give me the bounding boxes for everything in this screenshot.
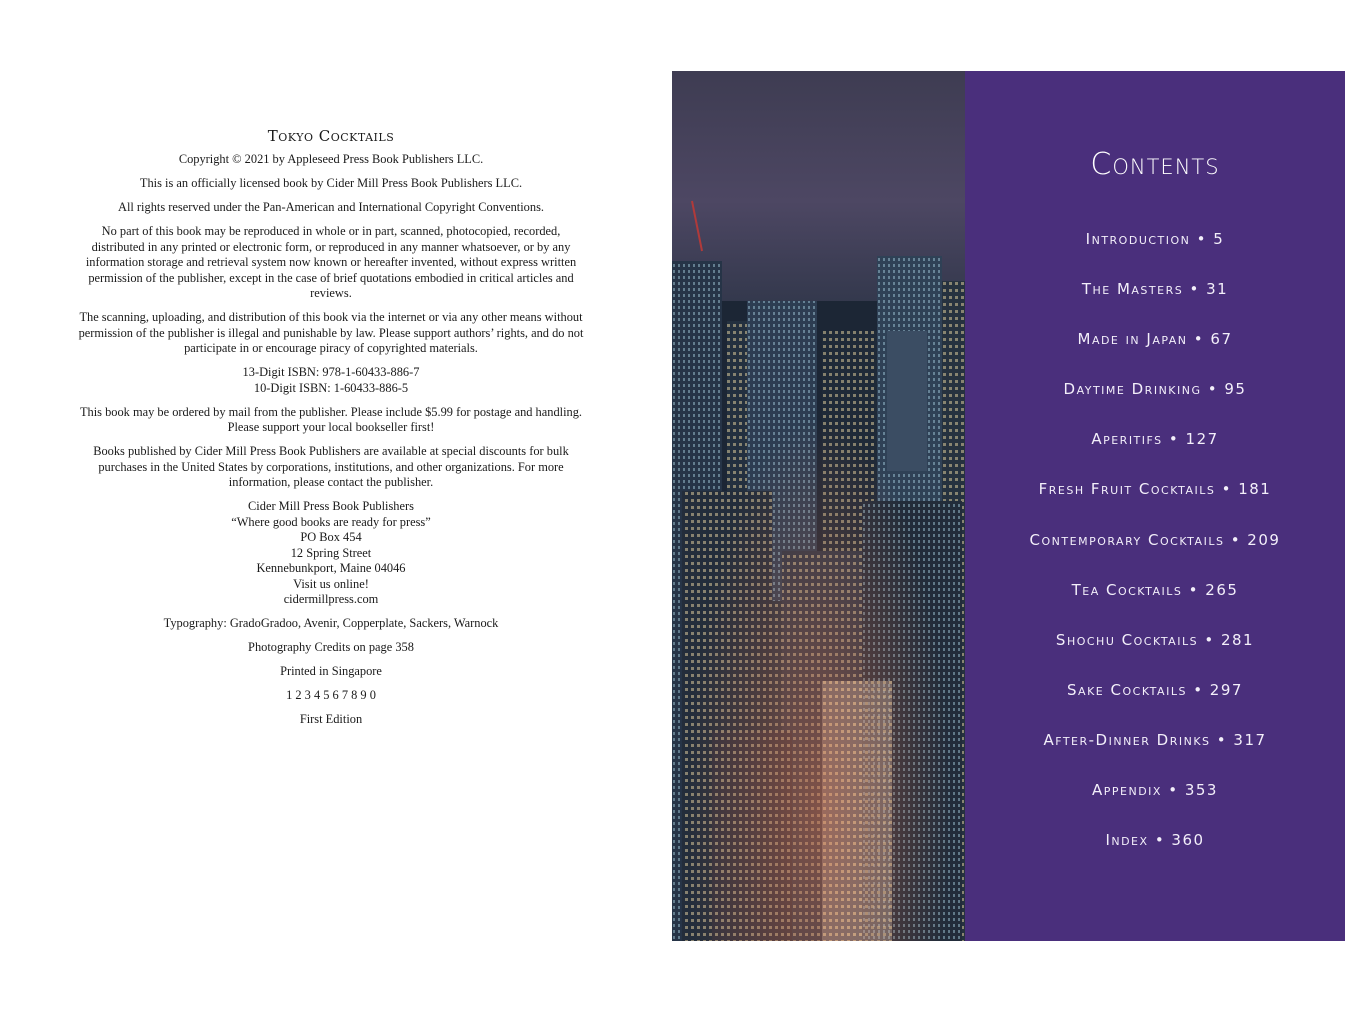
publisher-address <box>78 499 584 608</box>
street: 12 Spring Street <box>290 545 372 560</box>
contents-page <box>965 71 1345 941</box>
copyright-line: Copyright © 2021 by Appleseed Press Book Publishers LLC. <box>178 152 484 166</box>
toc-entry-after-dinner-drinks: After-Dinner Drinks • 317 <box>1043 730 1267 749</box>
toc-entry-fresh-fruit-cocktails: Fresh Fruit Cocktails • 181 <box>1038 480 1272 499</box>
contents-title: Contents <box>1090 147 1220 182</box>
isbn-13: 13-Digit ISBN: 978-1-60433-886-7 <box>242 365 420 379</box>
toc-entry-the-masters: The Masters • 31 <box>1081 280 1229 299</box>
book-title: Tokyo Cocktails <box>267 127 395 145</box>
typography-line: Typography: GradoGradoo, Avenir, Copperplate, Sackers, Warnock <box>163 616 499 630</box>
print-number-line: 1 2 3 4 5 6 7 8 9 0 <box>286 688 376 702</box>
toc-entry-aperitifs: Aperitifs • 127 <box>1091 430 1219 449</box>
toc-entry-sake-cocktails: Sake Cocktails • 297 <box>1067 680 1243 699</box>
toc-entry-shochu-cocktails: Shochu Cocktails • 281 <box>1055 630 1255 649</box>
scanning-notice: The scanning, uploading, and distribution of this book via the internet or via any other means without permission of the publisher is illegal and punishable by law. Please support authors’ rights, and do not participate in or encourage piracy of copyrighted materials. <box>78 310 584 355</box>
toc-entry-index: Index • 360 <box>1105 831 1205 850</box>
table-of-contents <box>965 229 1345 880</box>
printed-line: Printed in Singapore <box>280 664 382 678</box>
city-skyline-photo <box>672 71 965 941</box>
visit-online: Visit us online! <box>293 576 369 591</box>
rights-line: All rights reserved under the Pan-American and International Copyright Conventions. <box>118 200 544 214</box>
toc-entry-tea-cocktails: Tea Cocktails • 265 <box>1071 580 1239 599</box>
license-line: This is an officially licensed book by Cider Mill Press Book Publishers LLC. <box>139 176 523 190</box>
website: cidermillpress.com <box>283 592 379 606</box>
ordering-notice: This book may be ordered by mail from the publisher. Please include $5.99 for postage and handling. Please support your local bookseller first! <box>79 404 583 434</box>
toc-entry-made-in-japan: Made in Japan • 67 <box>1077 330 1233 349</box>
toc-entry-appendix: Appendix • 353 <box>1092 781 1218 800</box>
isbn-10: 10-Digit ISBN: 1-60433-886-5 <box>253 380 409 395</box>
toc-entry-daytime-drinking: Daytime Drinking • 95 <box>1063 380 1247 399</box>
publisher-name: Cider Mill Press Book Publishers <box>248 499 414 513</box>
discounts-notice: Books published by Cider Mill Press Book Publishers are available at special discounts for bulk purchases in the United States by corporations, institutions, and other organizations. For more information, please contact the publisher. <box>93 444 569 489</box>
isbn-block <box>78 365 584 396</box>
skyline-illustration <box>672 71 965 941</box>
publisher-slogan: “Where good books are ready for press” <box>231 514 431 529</box>
po-box: PO Box 454 <box>300 530 362 544</box>
edition-line: First Edition <box>299 712 363 726</box>
reproduction-notice: No part of this book may be reproduced in whole or in part, scanned, photocopied, recorded, distributed in any printed or electronic form, or reproduced in any manner whatsoever, or by any information storage and retrieval system now known or hereafter invented, without express written permission of the publisher, except in the case of brief quotations embodied in critical articles and reviews. <box>85 224 577 300</box>
city: Kennebunkport, Maine 04046 <box>256 561 406 575</box>
photo-credits-line: Photography Credits on page 358 <box>248 640 414 654</box>
toc-entry-introduction: Introduction • 5 <box>1085 230 1225 248</box>
copyright-page <box>78 126 584 736</box>
toc-entry-contemporary-cocktails: Contemporary Cocktails • 209 <box>1029 530 1281 549</box>
